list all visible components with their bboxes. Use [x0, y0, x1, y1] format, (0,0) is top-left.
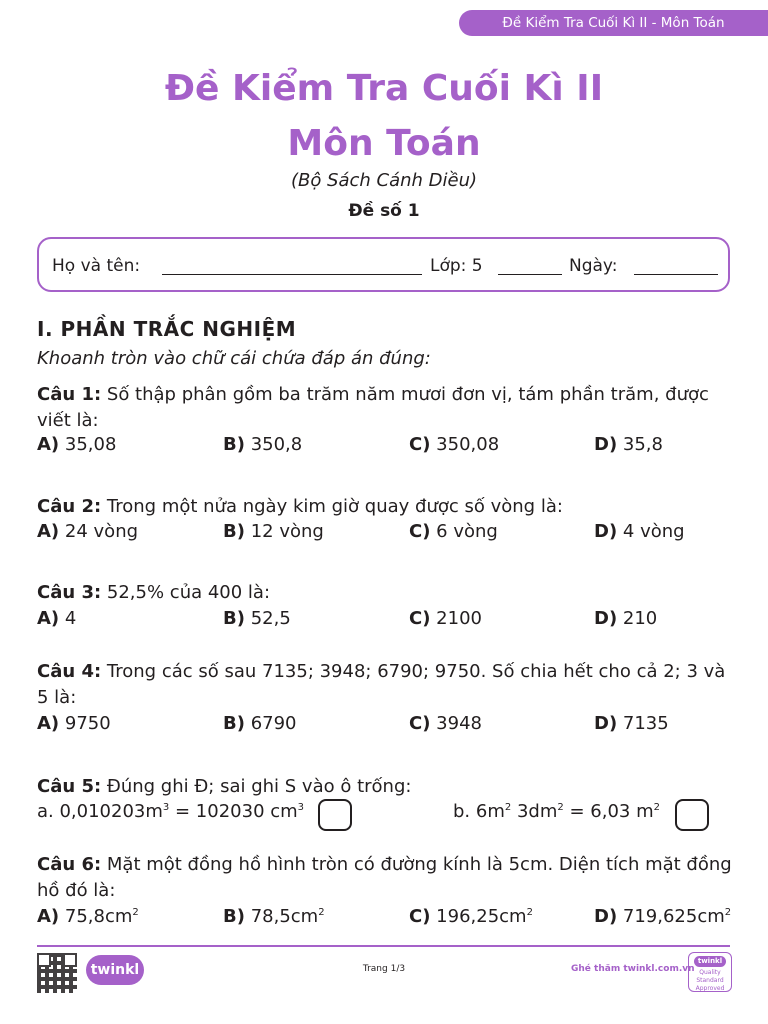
page-number: Trang 1/3	[362, 964, 406, 974]
answer-box-b[interactable]	[675, 799, 709, 831]
option-b[interactable]: B) 52,5	[223, 608, 291, 629]
question-5: Câu 5: Đúng ghi Đ; sai ghi S vào ô trống:	[37, 776, 412, 797]
option-d[interactable]: D) $719,625cm^2$	[594, 906, 732, 927]
section-instruction: Khoanh tròn vào chữ cái chứa đáp án đúng:	[37, 348, 431, 369]
class-label: Lớp: 5	[430, 256, 483, 276]
option-c[interactable]: C) 6 vòng	[409, 521, 498, 542]
option-c[interactable]: C) 2100	[409, 608, 482, 629]
section-title: I. PHẦN TRẮC NGHIỆM	[37, 317, 297, 341]
class-field[interactable]	[498, 274, 562, 275]
option-c[interactable]: C) 3948	[409, 713, 482, 734]
date-label: Ngày:	[569, 256, 618, 276]
option-d[interactable]: D) 210	[594, 608, 658, 629]
option-a[interactable]: A) 9750	[37, 713, 111, 734]
header-tab: Đề Kiểm Tra Cuối Kì II - Môn Toán	[459, 10, 768, 36]
question-1	[37, 382, 737, 434]
option-a[interactable]: A) 35,08	[37, 434, 117, 455]
option-c[interactable]: C) $196,25cm^2$	[409, 906, 533, 927]
option-a[interactable]: A) 24 vòng	[37, 521, 139, 542]
option-a[interactable]: A) $75,8cm^2$	[37, 906, 139, 927]
question-3: Câu 3: 52,5% của 400 là:	[37, 582, 271, 603]
question-2: Câu 2: Trong một nửa ngày kim giờ quay được số vòng là:	[37, 496, 563, 517]
badge-text: Quality Standard Approved	[695, 969, 725, 992]
option-b[interactable]: B) 350,8	[223, 434, 303, 455]
question-label: Câu 1:	[37, 384, 102, 405]
date-field[interactable]	[634, 274, 718, 275]
true-false-item-a: a. $0,010203m^3 = 102030$ $cm^3$	[37, 801, 305, 822]
answer-box-a[interactable]	[318, 799, 352, 831]
book-series: (Bộ Sách Cánh Diều)	[290, 170, 478, 191]
name-label: Họ và tên:	[52, 256, 141, 276]
option-a[interactable]: A) 4	[37, 608, 77, 629]
option-c[interactable]: C) 350,08	[409, 434, 500, 455]
badge-logo: twinkl	[694, 956, 726, 967]
website-link[interactable]: Ghé thăm twinkl.com.vn	[571, 964, 695, 974]
option-b[interactable]: B) $78,5cm^2$	[223, 906, 325, 927]
option-b[interactable]: B) 12 vòng	[223, 521, 324, 542]
option-b[interactable]: B) 6790	[223, 713, 297, 734]
footer-divider	[37, 945, 730, 947]
twinkl-logo: twinkl	[86, 955, 144, 985]
question-6: Câu 6: Mặt một đồng hồ hình tròn có đường kính là 5cm. Diện tích mặt đồng hồ đó là:	[37, 854, 732, 901]
question-text: Số thập phân gồm ba trăm năm mươi đơn vị, tám phần trăm, được viết là:	[37, 384, 709, 431]
question-4: Câu 4: Trong các số sau 7135; 3948; 6790; 9750. Số chia hết cho cả 2; 3 và 5 là:	[37, 661, 726, 708]
student-info-box	[37, 237, 730, 292]
option-d[interactable]: D) 7135	[594, 713, 669, 734]
name-field[interactable]	[162, 274, 422, 275]
page-title-subject: Môn Toán	[287, 123, 481, 164]
exam-number: Đề số 1	[348, 201, 420, 221]
true-false-item-b: b. $6m^2$ $3dm^2 = 6,03$ $m^2$	[453, 801, 660, 822]
option-d[interactable]: D) 4 vòng	[594, 521, 685, 542]
quality-badge	[688, 952, 732, 992]
page-title: Đề Kiểm Tra Cuối Kì II	[164, 68, 604, 109]
option-d[interactable]: D) 35,8	[594, 434, 663, 455]
